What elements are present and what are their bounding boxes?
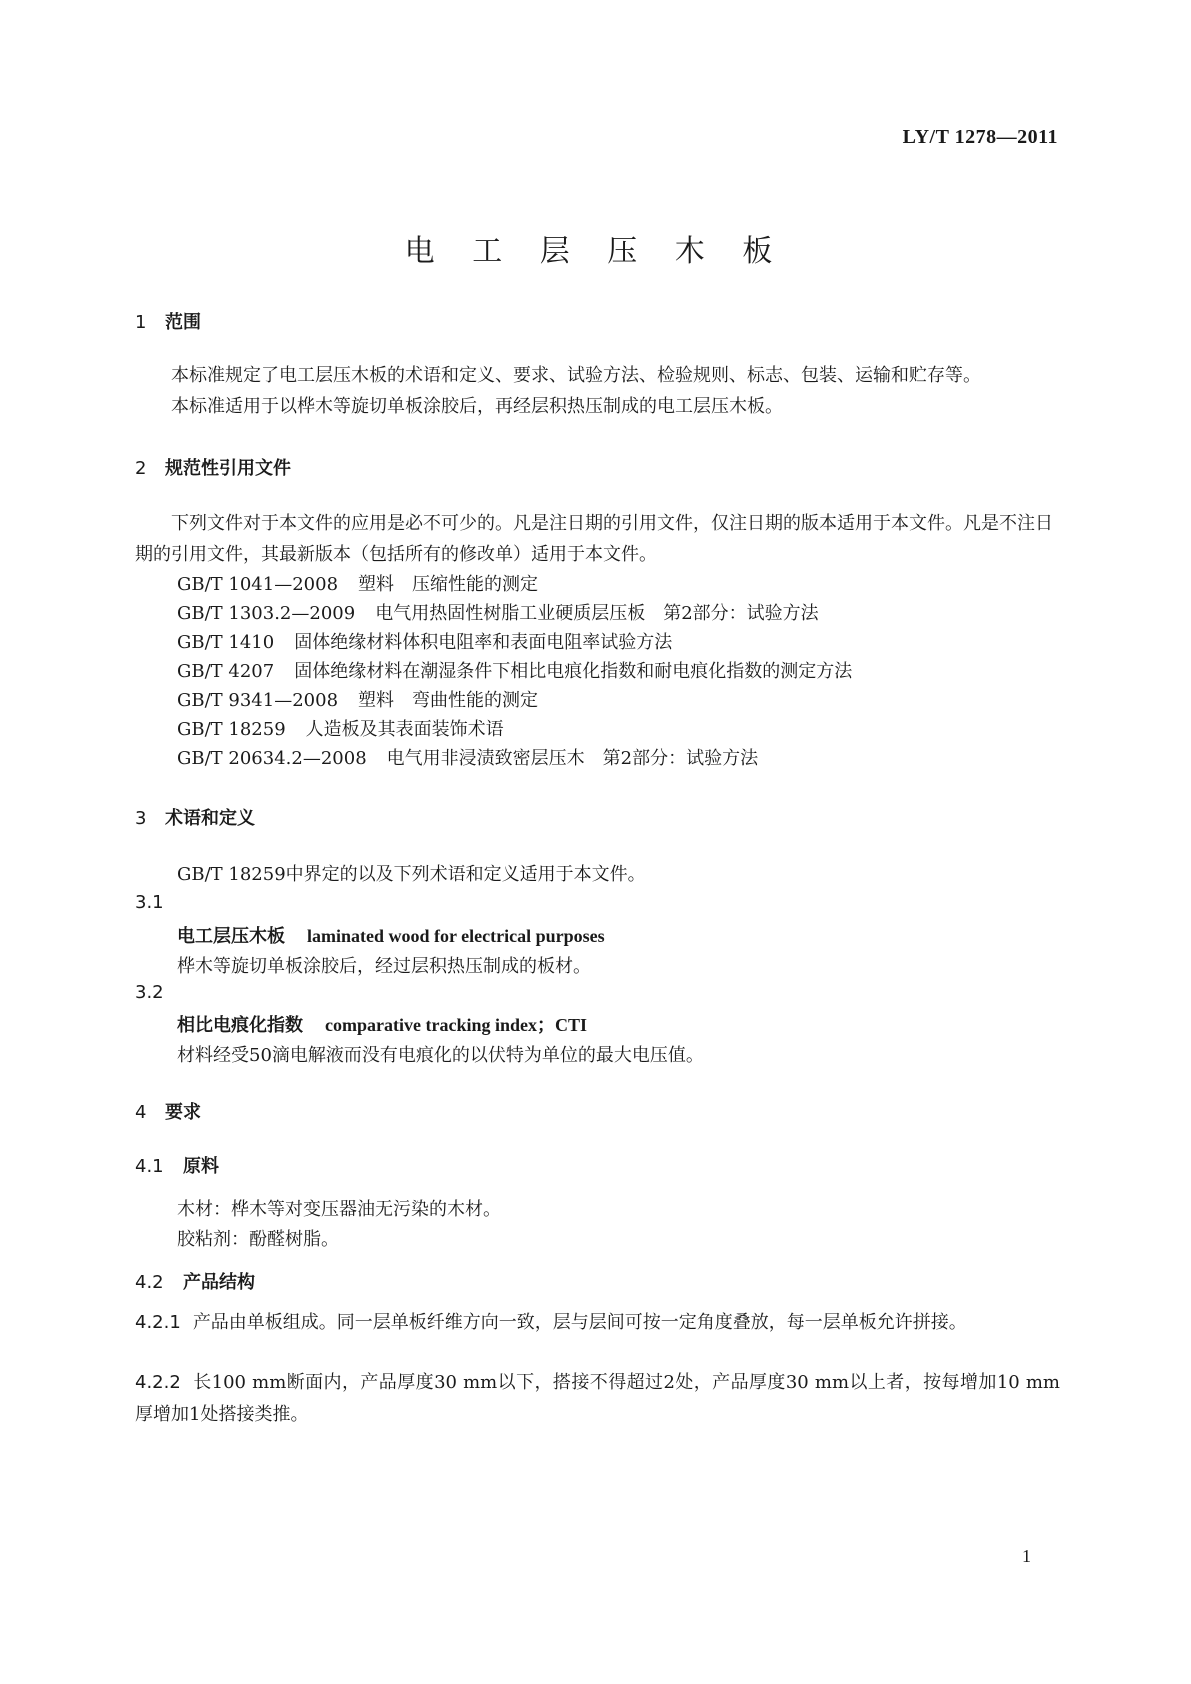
paragraph: 本标准规定了电工层压木板的术语和定义、要求、试验方法、检验规则、标志、包装、运输和贮存等。 [171,365,981,386]
reference-title: 固体绝缘材料体积电阻率和表面电阻率试验方法 [294,632,673,653]
section-title: 要求 [165,1102,201,1123]
section-heading-requirements [135,1098,201,1124]
reference-code: GB/T 1410 [177,632,275,653]
term-number: 3.1 [135,892,164,913]
subsection-heading-raw-materials [135,1152,219,1178]
page-number: 1 [1022,1546,1031,1566]
term-en: comparative tracking index；CTI [325,1015,587,1035]
subsection-heading-product-structure [135,1268,255,1294]
subsection-number: 4.2 [135,1272,164,1293]
reference-code: GB/T 1041—2008 [177,574,339,595]
reference-title: 塑料 弯曲性能的测定 [358,690,539,711]
reference-item [177,657,852,683]
reference-code: GB/T 1303.2—2009 [177,603,356,624]
term-definition: 桦木等旋切单板涂胶后，经过层积热压制成的板材。 [177,956,591,977]
reference-item [177,686,538,712]
clause-number: 4.2.2 [135,1372,181,1393]
subsection-title: 产品结构 [183,1272,255,1293]
clause-number: 4.2.1 [135,1312,181,1333]
clause-text: 长100 mm断面内，产品厚度30 mm以下，搭接不得超过2处，产品厚度30 mm以上者，按每增加10 mm厚增加1处搭接类推。 [135,1372,1060,1425]
reference-title: 人造板及其表面装饰术语 [305,719,504,740]
section-number: 1 [135,312,147,333]
term-zh: 相比电痕化指数 [177,1015,303,1036]
reference-title: 电气用非浸渍致密层压木 第2部分：试验方法 [386,748,759,769]
reference-item [177,715,504,741]
section-number: 3 [135,808,147,829]
reference-code: GB/T 9341—2008 [177,690,339,711]
paragraph: 下列文件对于本文件的应用是必不可少的。凡是注日期的引用文件，仅注日期的版本适用于本文件。凡是不注日期的引用文件，其最新版本（包括所有的修改单）适用于本文件。 [135,513,1053,565]
term-zh: 电工层压木板 [177,926,285,947]
section-title: 规范性引用文件 [165,458,291,479]
clause-text: 产品由单板组成。同一层单板纤维方向一致，层与层间可按一定角度叠放，每一层单板允许拼接。 [192,1312,967,1333]
subsection-title: 原料 [183,1156,219,1177]
paragraph: 本标准适用于以桦木等旋切单板涂胶后，再经层积热压制成的电工层压木板。 [171,396,783,417]
section-heading-scope [135,308,201,334]
section-heading-normative-references [135,454,291,480]
reference-item [177,599,819,625]
reference-code: GB/T 4207 [177,661,275,682]
document-title: 电 工 层 压 木 板 [404,234,787,269]
section-title: 术语和定义 [165,808,255,829]
subsection-number: 4.1 [135,1156,164,1177]
clause [135,1307,1060,1339]
standard-code: LY/T 1278—2011 [902,126,1058,148]
section-number: 4 [135,1102,147,1123]
reference-item [177,570,538,596]
reference-item [177,628,672,654]
paragraph: 胶粘剂：酚醛树脂。 [177,1229,339,1250]
reference-title: 塑料 压缩性能的测定 [358,574,539,595]
term-en: laminated wood for electrical purposes [307,926,605,946]
clause [135,1367,1060,1431]
reference-item [177,744,758,770]
section-number: 2 [135,458,147,479]
term-entry [177,922,605,948]
reference-title: 电气用热固性树脂工业硬质层压板 第2部分：试验方法 [375,603,819,624]
paragraph: GB/T 18259中界定的以及下列术语和定义适用于本文件。 [177,864,646,885]
paragraph: 木材：桦木等对变压器油无污染的木材。 [177,1199,501,1220]
reference-code: GB/T 20634.2—2008 [177,748,367,769]
term-definition: 材料经受50滴电解液而没有电痕化的以伏特为单位的最大电压值。 [177,1045,704,1066]
section-title: 范围 [165,312,201,333]
reference-title: 固体绝缘材料在潮湿条件下相比电痕化指数和耐电痕化指数的测定方法 [294,661,853,682]
section-heading-terms [135,804,255,830]
reference-code: GB/T 18259 [177,719,286,740]
term-number: 3.2 [135,982,164,1003]
term-entry [177,1011,587,1037]
